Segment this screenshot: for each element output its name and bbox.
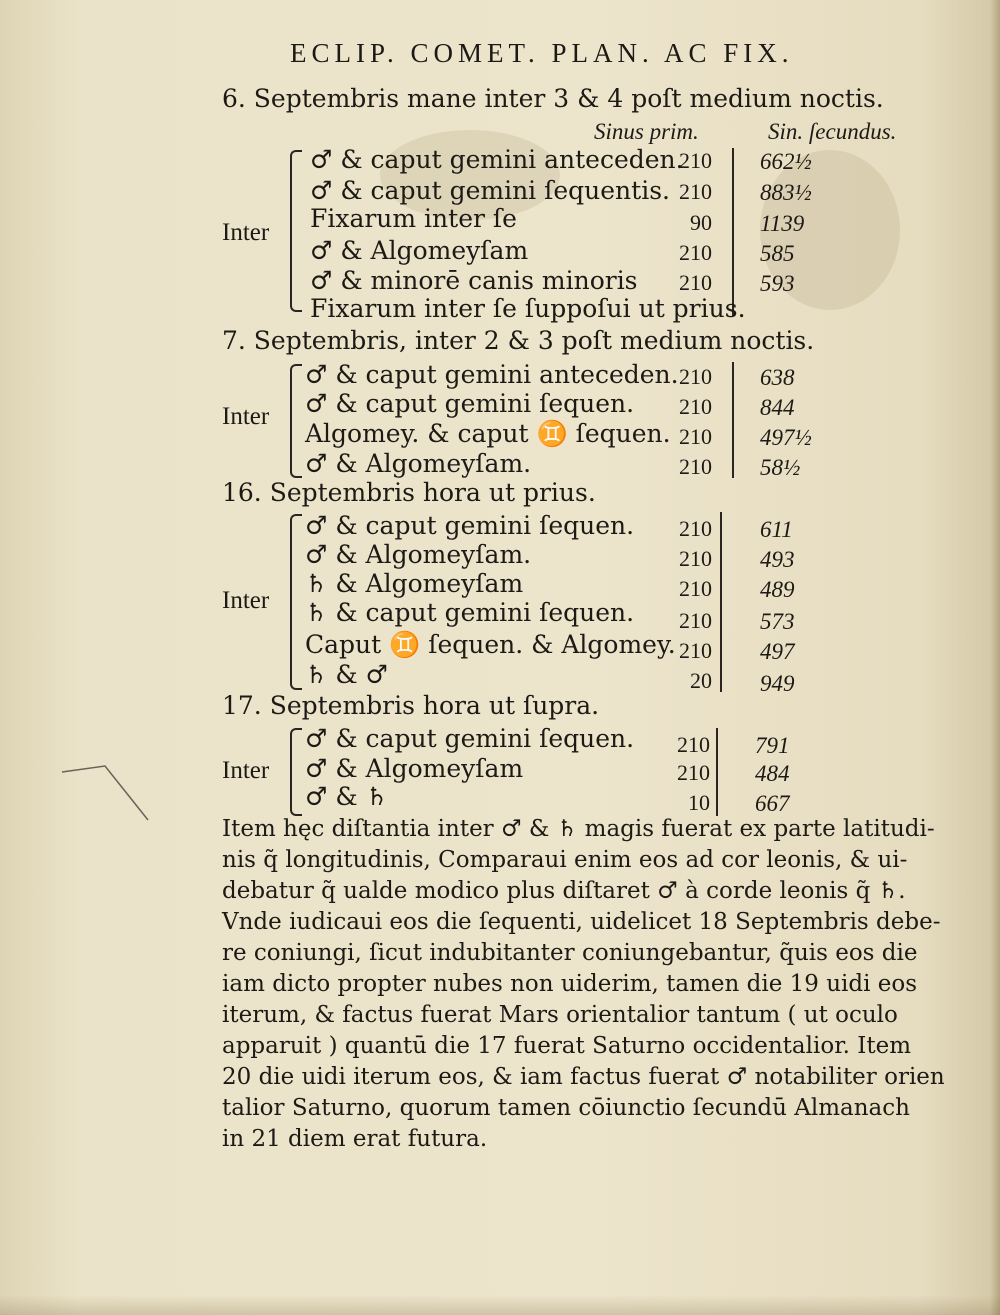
paragraph-line: debatur q̃ ualde modico plus diſtaret ♂ à corde leonis q̃ ♄. <box>222 878 906 904</box>
date-heading-16: 16. Septembris hora ut prius. <box>222 478 596 507</box>
table-row-sinus-secundus: 611 <box>760 517 793 542</box>
paragraph-line: Vnde iudicaui eos die ſequenti, uidelicet 18 Septembris debe- <box>222 909 941 935</box>
table-row-label: ♂ & minorē canis minoris <box>310 266 638 295</box>
date-heading-17: 17. Septembris hora ut ſupra. <box>222 691 600 720</box>
table-row-sinus-primus: 210 <box>679 240 712 265</box>
page-bottom-shadow <box>0 1295 1000 1315</box>
table-row-label: Caput ♊ ſequen. & Algomey. <box>305 630 676 659</box>
table-row-label: ♂ & caput gemini ſequen. <box>305 511 635 540</box>
brace-group-2 <box>290 364 302 478</box>
column-head-sinus-secundus: Sin. ſecundus. <box>768 119 897 144</box>
table-row-sinus-primus: 210 <box>679 454 712 479</box>
column-divider <box>716 728 718 816</box>
table-row-sinus-primus: 210 <box>677 732 710 757</box>
paragraph-line: nis q̃ longitudinis, Comparaui enim eos ad cor leonis, & ui- <box>222 847 908 873</box>
table-row-label: ♄ & caput gemini ſequen. <box>305 598 635 627</box>
table-row-sinus-primus: 210 <box>679 394 712 419</box>
table-row-label: Algomey. & caput ♊ ſequen. <box>305 419 671 448</box>
table-row-label: ♂ & Algomeyſam <box>305 754 524 783</box>
table-row-sinus-primus: 90 <box>690 210 712 235</box>
paragraph-line: 20 die uidi iterum eos, & iam factus fuerat ♂ notabiliter orien <box>222 1064 945 1090</box>
paragraph-line: iterum, & factus fuerat Mars orientalior tantum ( ut oculo <box>222 1002 898 1028</box>
column-divider <box>732 362 734 478</box>
table-row-label: ♂ & caput gemini ſequen. <box>305 724 635 753</box>
table-row-label: ♂ & caput gemini ſequentis. <box>310 176 670 205</box>
brace-group-1 <box>290 150 302 312</box>
table-row-sinus-secundus: 662½ <box>760 149 812 174</box>
table-row-label: ♄ & ♂ <box>305 660 388 689</box>
inter-label: Inter <box>222 219 270 246</box>
margin-pen-mark <box>60 760 150 830</box>
brace-group-3 <box>290 514 302 690</box>
table-row-sinus-primus: 210 <box>679 179 712 204</box>
table-row-sinus-secundus: 497½ <box>760 425 812 450</box>
table-row-sinus-secundus: 593 <box>760 271 795 296</box>
inter-label: Inter <box>222 587 270 614</box>
paragraph-line: Item hęc diſtantia inter ♂ & ♄ magis fuerat ex parte latitudi- <box>222 816 935 842</box>
date-heading-7: 7. Septembris, inter 2 & 3 poſt medium noctis. <box>222 326 815 355</box>
table-row-sinus-primus: 210 <box>679 148 712 173</box>
table-row-sinus-primus: 210 <box>679 576 712 601</box>
table-row-sinus-secundus: 489 <box>760 577 795 602</box>
paragraph-line: iam dicto propter nubes non uiderim, tamen die 19 uidi eos <box>222 971 918 997</box>
table-note: Fixarum inter ſe ſuppoſui ut prius. <box>310 294 746 323</box>
table-row-sinus-primus: 210 <box>679 516 712 541</box>
table-row-label: ♂ & ♄ <box>305 782 388 811</box>
table-row-sinus-primus: 210 <box>679 364 712 389</box>
table-row-label: ♂ & Algomeyſam. <box>305 540 532 569</box>
inter-label: Inter <box>222 403 270 430</box>
paragraph-line: re coniungi, ſicut indubitanter coniungebantur, q̃uis eos die <box>222 940 918 966</box>
inter-label: Inter <box>222 757 270 784</box>
table-row-sinus-secundus: 883½ <box>760 180 812 205</box>
table-row-label: ♂ & Algomeyſam <box>310 236 529 265</box>
table-row-label: ♂ & caput gemini anteceden. <box>305 360 679 389</box>
column-head-sinus-primus: Sinus prim. <box>594 119 699 144</box>
column-divider <box>720 512 722 692</box>
table-row-sinus-secundus: 844 <box>760 395 795 420</box>
column-divider <box>732 148 734 316</box>
table-row-sinus-primus: 210 <box>679 546 712 571</box>
paragraph-line: in 21 diem erat futura. <box>222 1126 488 1152</box>
table-row-sinus-primus: 10 <box>688 790 710 815</box>
table-row-sinus-primus: 20 <box>690 668 712 693</box>
table-row-sinus-primus: 210 <box>679 608 712 633</box>
table-row-sinus-secundus: 1139 <box>760 211 805 236</box>
table-row-sinus-secundus: 638 <box>760 365 795 390</box>
page-edge-shadow <box>990 0 1000 1315</box>
table-row-sinus-primus: 210 <box>679 270 712 295</box>
table-row-label: ♂ & caput gemini anteceden. <box>310 145 684 174</box>
table-row-label: ♄ & Algomeyſam <box>305 569 524 598</box>
running-header: ECLIP. COMET. PLAN. AC FIX. <box>290 38 794 68</box>
date-heading-6: 6. Septembris mane inter 3 & 4 poſt medium noctis. <box>222 84 884 113</box>
table-row-sinus-primus: 210 <box>679 638 712 663</box>
table-row-sinus-primus: 210 <box>677 760 710 785</box>
paragraph-line: apparuit ) quantū die 17 fuerat Saturno occidentalior. Item <box>222 1033 912 1059</box>
table-row-sinus-secundus: 949 <box>760 671 795 696</box>
table-row-sinus-secundus: 573 <box>760 609 795 634</box>
table-row-label: ♂ & caput gemini ſequen. <box>305 389 635 418</box>
table-row-label: Fixarum inter ſe <box>310 204 517 233</box>
table-row-sinus-secundus: 791 <box>755 733 790 758</box>
table-row-sinus-secundus: 484 <box>755 761 790 786</box>
table-row-label: ♂ & Algomeyſam. <box>305 449 532 478</box>
table-row-sinus-secundus: 497 <box>760 639 795 664</box>
table-row-sinus-secundus: 493 <box>760 547 795 572</box>
table-row-sinus-primus: 210 <box>679 424 712 449</box>
table-row-sinus-secundus: 585 <box>760 241 795 266</box>
table-row-sinus-secundus: 667 <box>755 791 790 816</box>
table-row-sinus-secundus: 58½ <box>760 455 801 480</box>
brace-group-4 <box>290 728 302 816</box>
paragraph-line: talior Saturno, quorum tamen cōiunctio ſecundū Almanach <box>222 1095 910 1121</box>
